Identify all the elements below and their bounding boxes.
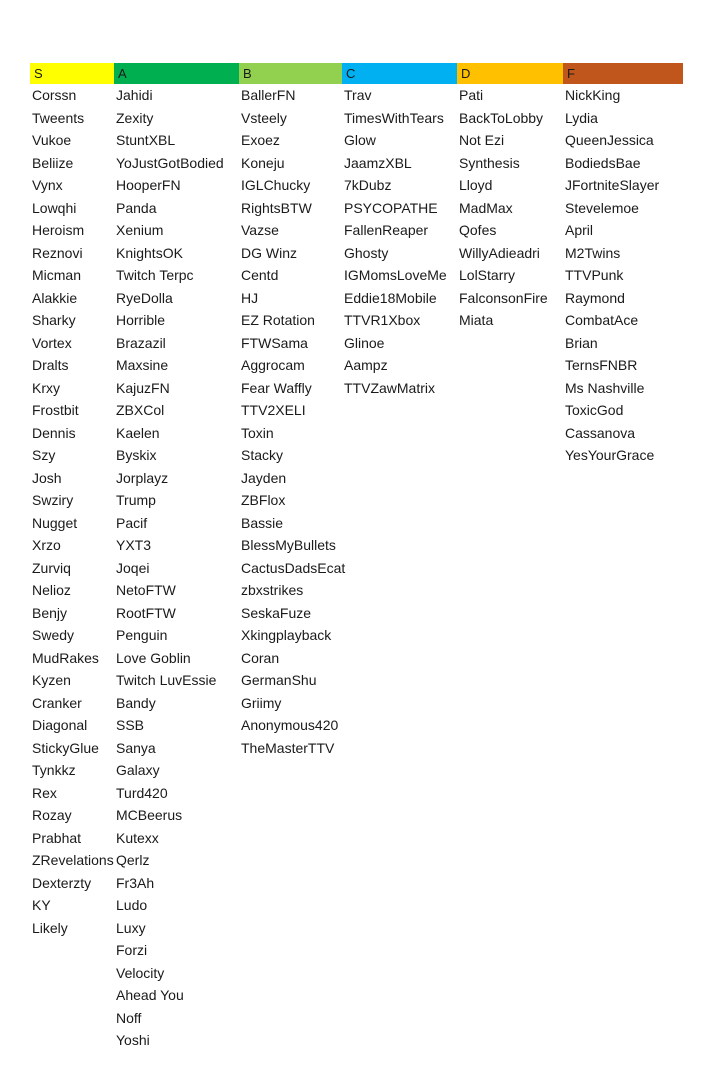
tier-item[interactable]: MCBeerus (116, 807, 183, 823)
tier-item[interactable]: Turd420 (116, 784, 168, 801)
tier-item[interactable]: Nelioz (32, 582, 71, 598)
tier-item[interactable]: Benjy (32, 604, 68, 621)
tier-column-s (30, 63, 114, 939)
tier-item[interactable]: Prabhat (32, 829, 82, 846)
tier-item[interactable]: Love Goblin (116, 649, 191, 666)
tier-item[interactable]: TTVR1Xbox (344, 312, 421, 328)
tier-item[interactable]: BodiedsBae (565, 154, 641, 171)
tier-item[interactable]: Galaxy (116, 762, 160, 778)
tier-items-d (457, 84, 563, 332)
tier-item[interactable]: Raymond (565, 289, 625, 306)
tier-item[interactable]: JFortniteSlayer (565, 177, 660, 193)
tier-item[interactable]: Diagonal (32, 717, 88, 733)
tier-item[interactable]: Vazse (241, 222, 279, 238)
tier-item[interactable]: Glinoe (344, 334, 385, 351)
tier-item[interactable]: Miata (459, 312, 494, 328)
tier-items-f (563, 84, 683, 467)
tier-item[interactable]: Trav (344, 87, 372, 103)
tier-item[interactable]: RootFTW (116, 604, 176, 621)
tier-item[interactable]: Xrzo (32, 537, 61, 553)
tier-item[interactable]: ZBXCol (116, 402, 165, 418)
tier-column-c (342, 63, 457, 399)
tier-item[interactable]: TernsFNBR (565, 357, 638, 373)
tier-item[interactable]: Luxy (116, 919, 146, 936)
tier-item[interactable]: Kutexx (116, 829, 159, 846)
tier-item[interactable]: Jorplayz (116, 469, 169, 486)
tier-item[interactable]: Fr3Ah (116, 874, 155, 891)
tier-item[interactable]: TheMasterTTV (241, 739, 335, 756)
tier-item[interactable]: YesYourGrace (565, 447, 655, 463)
tier-item[interactable]: Swziry (32, 492, 74, 508)
tier-item[interactable]: Xenium (116, 222, 164, 238)
tier-item[interactable]: Fear Waffly (241, 379, 312, 396)
tier-item[interactable]: Cassanova (565, 424, 636, 441)
tier-header-c[interactable]: C (342, 63, 457, 84)
tier-item[interactable]: StickyGlue (32, 739, 99, 756)
tier-item[interactable]: Koneju (241, 154, 285, 171)
tier-item[interactable]: Beliize (32, 154, 74, 171)
tier-header-d[interactable]: D (457, 63, 563, 84)
tier-item[interactable]: Kyzen (32, 672, 71, 688)
tier-item[interactable]: Brian (565, 334, 598, 351)
tier-item[interactable]: Vortex (32, 334, 72, 351)
tier-item[interactable]: Rex (32, 784, 57, 801)
tier-item[interactable]: YXT3 (116, 537, 152, 553)
tier-item[interactable]: BackToLobby (459, 109, 544, 126)
tier-item[interactable]: FallenReaper (344, 222, 429, 238)
tier-item[interactable]: Rozay (32, 807, 72, 823)
tier-item[interactable]: Dennis (32, 424, 76, 441)
tier-item[interactable]: Jahidi (116, 87, 153, 103)
tier-item[interactable]: Dralts (32, 357, 69, 373)
tier-item[interactable]: Panda (116, 199, 157, 216)
tier-item[interactable]: Maxsine (116, 357, 169, 373)
tier-item[interactable]: Bassie (241, 514, 284, 531)
tier-item[interactable]: Kaelen (116, 424, 160, 441)
tier-item[interactable]: FalconsonFire (459, 289, 548, 306)
tier-item[interactable]: Vukoe (32, 132, 72, 148)
tier-item[interactable]: BlessMyBullets (241, 537, 336, 553)
tier-item[interactable]: HooperFN (116, 177, 181, 193)
tier-items-a (114, 84, 239, 1052)
tier-item[interactable]: Zurviq (32, 559, 71, 576)
tier-item[interactable]: LolStarry (459, 267, 516, 283)
tier-item[interactable]: Micman (32, 267, 82, 283)
tier-item[interactable]: GermanShu (241, 672, 317, 688)
tier-item[interactable]: Lydia (565, 109, 598, 126)
tier-item[interactable]: Corssn (32, 87, 77, 103)
tier-item[interactable]: ToxicGod (565, 402, 624, 418)
tier-item[interactable]: Ms Nashville (565, 379, 645, 396)
tier-item[interactable]: Qofes (459, 222, 497, 238)
tier-item[interactable]: YoJustGotBodied (116, 154, 224, 171)
tier-item[interactable]: Dexterzty (32, 874, 92, 891)
tier-column-b (239, 63, 346, 759)
tier-item[interactable]: HJ (241, 289, 259, 306)
tier-item[interactable]: TTVZawMatrix (344, 379, 435, 396)
tier-header-b[interactable]: B (239, 63, 342, 84)
tier-item[interactable]: M2Twins (565, 244, 621, 261)
tier-item[interactable]: April (565, 222, 594, 238)
tier-item[interactable]: RightsBTW (241, 199, 312, 216)
tier-item[interactable]: Centd (241, 267, 279, 283)
tier-item[interactable]: Twitch LuvEssie (116, 672, 217, 688)
tier-header-f[interactable]: F (563, 63, 683, 84)
tier-item[interactable]: Qerlz (116, 852, 150, 868)
tier-column-f (563, 63, 683, 467)
tier-item[interactable]: CactusDadsEcat (241, 559, 346, 576)
tier-item[interactable]: EZ Rotation (241, 312, 315, 328)
tier-item[interactable]: Stacky (241, 447, 284, 463)
tier-item[interactable]: NetoFTW (116, 582, 176, 598)
tier-item[interactable]: Vsteely (241, 109, 287, 126)
tier-item[interactable]: Vynx (32, 177, 63, 193)
tier-item[interactable]: Stevelemoe (565, 199, 639, 216)
tier-item[interactable]: Swedy (32, 627, 75, 643)
tier-item[interactable]: Horrible (116, 312, 166, 328)
tier-item[interactable]: Aampz (344, 357, 388, 373)
tier-column-a (114, 63, 239, 1052)
tier-item[interactable]: Ghosty (344, 244, 389, 261)
tier-item[interactable]: Tweents (32, 109, 85, 126)
tier-item[interactable]: Penguin (116, 627, 168, 643)
tier-item[interactable]: Josh (32, 469, 62, 486)
tier-item[interactable]: RyeDolla (116, 289, 173, 306)
tier-item[interactable]: TTVPunk (565, 267, 624, 283)
tier-header-a[interactable]: A (114, 63, 239, 84)
tier-items-s (30, 84, 114, 939)
tier-item[interactable]: Xkingplayback (241, 627, 332, 643)
tier-item[interactable]: Reznovi (32, 244, 83, 261)
tier-items-c (342, 84, 457, 399)
tier-item[interactable]: Lowqhi (32, 199, 77, 216)
tier-item[interactable]: Likely (32, 919, 68, 936)
tier-item[interactable]: KnightsOK (116, 244, 183, 261)
tier-item[interactable]: NickKing (565, 87, 621, 103)
tier-item[interactable]: StuntXBL (116, 132, 176, 148)
tier-item[interactable]: Frostbit (32, 402, 79, 418)
tier-item[interactable]: CombatAce (565, 312, 639, 328)
tier-item[interactable]: MudRakes (32, 649, 99, 666)
tier-item[interactable]: Aggrocam (241, 357, 305, 373)
tier-item[interactable]: WillyAdieadri (459, 244, 540, 261)
tier-item[interactable]: PSYCOPATHE (344, 199, 438, 216)
tier-item[interactable]: Coran (241, 649, 280, 666)
tier-item[interactable]: Anonymous420 (241, 717, 339, 733)
tier-item[interactable]: KY (32, 897, 51, 913)
tier-item[interactable]: Trump (116, 492, 156, 508)
tier-item[interactable]: Ludo (116, 897, 148, 913)
tier-item[interactable]: Sanya (116, 739, 156, 756)
tier-item[interactable]: DG Winz (241, 244, 297, 261)
tier-item[interactable]: Glow (344, 132, 376, 148)
tier-item[interactable]: Toxin (241, 424, 274, 441)
tier-item[interactable]: ZBFlox (241, 492, 286, 508)
tier-item[interactable]: Jayden (241, 469, 287, 486)
tier-items-b (239, 84, 346, 759)
tier-item[interactable]: Pati (459, 87, 484, 103)
tier-item[interactable]: Synthesis (459, 154, 520, 171)
tier-item[interactable]: Bandy (116, 694, 156, 711)
tier-item[interactable]: BallerFN (241, 87, 296, 103)
tier-item[interactable]: 7kDubz (344, 177, 392, 193)
tier-item[interactable]: Twitch Terpc (116, 267, 194, 283)
tier-item[interactable]: TTV2XELI (241, 402, 306, 418)
tier-item[interactable]: Forzi (116, 942, 148, 958)
tier-item[interactable]: Nugget (32, 514, 78, 531)
tier-item[interactable]: Krxy (32, 379, 60, 396)
tier-item[interactable]: JaamzXBL (344, 154, 412, 171)
tier-item[interactable]: ZRevelations (32, 852, 114, 868)
tier-item[interactable]: Noff (116, 1009, 142, 1026)
tier-item[interactable]: Yoshi (116, 1032, 150, 1048)
tier-item[interactable]: Exoez (241, 132, 280, 148)
tier-item[interactable]: Joqei (116, 559, 150, 576)
tier-item[interactable]: Ahead You (116, 987, 184, 1003)
tier-item[interactable]: QueenJessica (565, 132, 654, 148)
tier-item[interactable]: Tynkkz (32, 762, 76, 778)
tier-item[interactable]: Byskix (116, 447, 157, 463)
tier-item[interactable]: Cranker (32, 694, 82, 711)
tier-item[interactable]: SeskaFuze (241, 604, 312, 621)
tier-item[interactable]: Velocity (116, 964, 165, 981)
tier-item[interactable]: Zexity (116, 109, 154, 126)
tier-column-d (457, 63, 563, 332)
tier-item[interactable]: KajuzFN (116, 379, 170, 396)
tier-item[interactable]: FTWSama (241, 334, 308, 351)
tier-item[interactable]: IGMomsLoveMe (344, 267, 447, 283)
tier-item[interactable]: MadMax (459, 199, 513, 216)
tier-item[interactable]: Alakkie (32, 289, 78, 306)
tier-header-s[interactable]: S (30, 63, 114, 84)
tier-item[interactable]: Heroism (32, 222, 85, 238)
tier-item[interactable]: Sharky (32, 312, 76, 328)
tier-item[interactable]: SSB (116, 717, 145, 733)
tier-item[interactable]: Not Ezi (459, 132, 505, 148)
tier-item[interactable]: Griimy (241, 694, 282, 711)
tier-item[interactable]: Lloyd (459, 177, 493, 193)
tier-item[interactable]: zbxstrikes (241, 582, 304, 598)
tier-item[interactable]: TimesWithTears (344, 109, 444, 126)
tier-item[interactable]: Szy (32, 447, 56, 463)
tier-item[interactable]: IGLChucky (241, 177, 311, 193)
tier-item[interactable]: Pacif (116, 514, 148, 531)
tier-item[interactable]: Eddie18Mobile (344, 289, 437, 306)
tier-item[interactable]: Brazazil (116, 334, 166, 351)
